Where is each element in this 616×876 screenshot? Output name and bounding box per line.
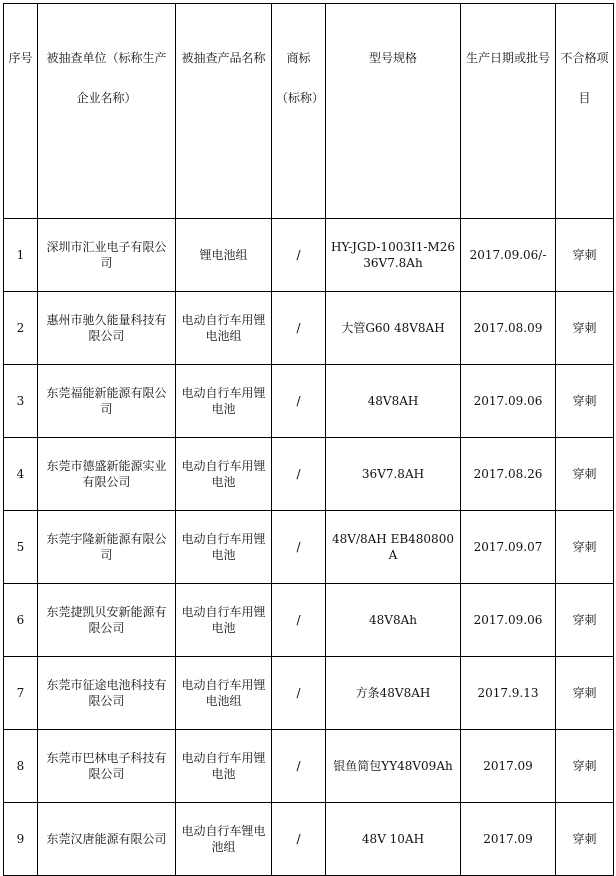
table-row <box>4 219 614 292</box>
cell-failed-item: 穿刺 <box>556 657 614 730</box>
cell-date: 2017.08.26 <box>461 438 556 511</box>
cell-failed-item: 穿刺 <box>556 438 614 511</box>
cell-company: 东莞市德盛新能源实业有限公司 <box>38 438 176 511</box>
cell-seq: 3 <box>4 365 38 438</box>
table-row <box>4 803 614 876</box>
cell-trademark: / <box>272 584 326 657</box>
cell-product: 电动自行车用锂电池 <box>176 730 272 803</box>
cell-trademark: / <box>272 511 326 584</box>
header-product: 被抽查产品名称 <box>176 4 272 219</box>
cell-model: 大管G60 48V8AH <box>326 292 461 365</box>
table-row <box>4 584 614 657</box>
cell-product: 电动自行车锂电池组 <box>176 803 272 876</box>
cell-trademark: / <box>272 365 326 438</box>
cell-failed-item: 穿刺 <box>556 803 614 876</box>
cell-model: 48V/8AH EB480800A <box>326 511 461 584</box>
cell-seq: 6 <box>4 584 38 657</box>
cell-seq: 7 <box>4 657 38 730</box>
cell-product: 电动自行车用锂电池组 <box>176 657 272 730</box>
cell-date: 2017.09.06 <box>461 365 556 438</box>
table-row <box>4 730 614 803</box>
cell-company: 东莞汉唐能源有限公司 <box>38 803 176 876</box>
cell-company: 东莞宇隆新能源有限公司 <box>38 511 176 584</box>
cell-seq: 1 <box>4 219 38 292</box>
cell-seq: 4 <box>4 438 38 511</box>
cell-date: 2017.9.13 <box>461 657 556 730</box>
header-failed-item: 不合格项目 <box>556 4 614 219</box>
cell-model: 48V8AH <box>326 365 461 438</box>
cell-product: 电动自行车用锂电池 <box>176 584 272 657</box>
cell-model: 48V 10AH <box>326 803 461 876</box>
cell-model: 方条48V8AH <box>326 657 461 730</box>
cell-date: 2017.09.06 <box>461 584 556 657</box>
table-row <box>4 292 614 365</box>
cell-seq: 9 <box>4 803 38 876</box>
header-model: 型号规格 <box>326 4 461 219</box>
cell-company: 东莞福能新能源有限公司 <box>38 365 176 438</box>
table-row <box>4 657 614 730</box>
cell-company: 东莞市征途电池科技有限公司 <box>38 657 176 730</box>
cell-date: 2017.09 <box>461 730 556 803</box>
cell-product: 电动自行车用锂电池 <box>176 511 272 584</box>
cell-seq: 2 <box>4 292 38 365</box>
cell-trademark: / <box>272 803 326 876</box>
cell-model: 36V7.8AH <box>326 438 461 511</box>
cell-seq: 8 <box>4 730 38 803</box>
cell-failed-item: 穿刺 <box>556 730 614 803</box>
cell-company: 深圳市汇业电子有限公司 <box>38 219 176 292</box>
cell-seq: 5 <box>4 511 38 584</box>
cell-date: 2017.08.09 <box>461 292 556 365</box>
cell-model: 48V8Ah <box>326 584 461 657</box>
table-row <box>4 511 614 584</box>
cell-company: 东莞捷凯贝安新能源有限公司 <box>38 584 176 657</box>
cell-date: 2017.09.06/- <box>461 219 556 292</box>
cell-model: HY-JGD-1003I1-M26 36V7.8Ah <box>326 219 461 292</box>
header-date: 生产日期或批号 <box>461 4 556 219</box>
cell-trademark: / <box>272 657 326 730</box>
cell-failed-item: 穿刺 <box>556 511 614 584</box>
cell-product: 电动自行车用锂电池 <box>176 365 272 438</box>
cell-date: 2017.09.07 <box>461 511 556 584</box>
table-row <box>4 438 614 511</box>
cell-company: 惠州市驰久能量科技有限公司 <box>38 292 176 365</box>
cell-trademark: / <box>272 292 326 365</box>
cell-failed-item: 穿刺 <box>556 219 614 292</box>
cell-product: 电动自行车用锂电池 <box>176 438 272 511</box>
inspection-results-table <box>3 3 614 876</box>
header-company: 被抽查单位（标称生产企业名称） <box>38 4 176 219</box>
cell-failed-item: 穿刺 <box>556 292 614 365</box>
cell-failed-item: 穿刺 <box>556 365 614 438</box>
header-seq: 序号 <box>4 4 38 219</box>
cell-trademark: / <box>272 438 326 511</box>
table-row <box>4 365 614 438</box>
cell-date: 2017.09 <box>461 803 556 876</box>
header-trademark: 商标（标称） <box>272 4 326 219</box>
cell-company: 东莞市巴林电子科技有限公司 <box>38 730 176 803</box>
cell-trademark: / <box>272 730 326 803</box>
cell-model: 银鱼简包YY48V09Ah <box>326 730 461 803</box>
cell-failed-item: 穿刺 <box>556 584 614 657</box>
cell-product: 电动自行车用锂电池组 <box>176 292 272 365</box>
cell-product: 锂电池组 <box>176 219 272 292</box>
cell-trademark: / <box>272 219 326 292</box>
table-header-row <box>4 4 614 219</box>
